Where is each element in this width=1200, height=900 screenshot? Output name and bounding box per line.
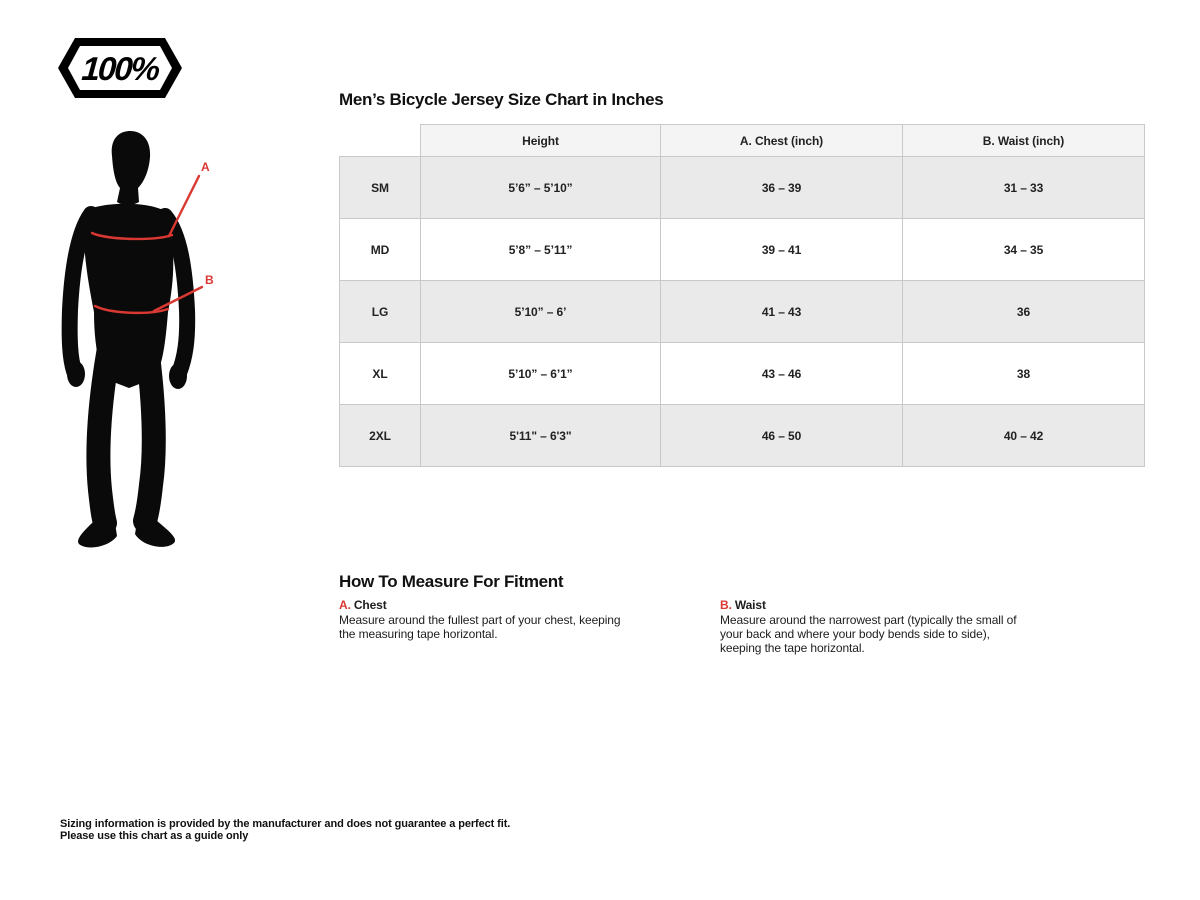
section-title: How To Measure For Fitment — [339, 572, 564, 591]
size-row-md — [340, 219, 1145, 281]
height-cell: 5’6” – 5’10” — [421, 157, 661, 219]
hexagon-badge-icon — [58, 31, 182, 105]
disclaimer-line2: Please use this chart as a guide only — [60, 830, 249, 842]
disclaimer — [60, 818, 510, 842]
column-header-waist: B. Waist (inch) — [903, 125, 1145, 157]
size-chart-table-wrap — [339, 124, 1145, 467]
column-header-chest: A. Chest (inch) — [661, 125, 903, 157]
measure-text-waist: Measure around the narrowest part (typically the small of your back and where your body bends side to side), keeping the tape horizontal. — [720, 613, 1017, 655]
measure-prefix-b: B. — [720, 598, 732, 612]
chest-cell: 41 – 43 — [661, 281, 903, 343]
chest-cell: 46 – 50 — [661, 405, 903, 467]
column-header-height: Height — [421, 125, 661, 157]
waist-cell: 31 – 33 — [903, 157, 1145, 219]
waist-cell: 36 — [903, 281, 1145, 343]
measure-label-chest — [339, 598, 639, 612]
waist-cell: 38 — [903, 343, 1145, 405]
size-row-2xl — [340, 405, 1145, 467]
waist-cell: 34 – 35 — [903, 219, 1145, 281]
size-cell: SM — [340, 157, 421, 219]
measure-label-waist — [720, 598, 1020, 612]
chest-cell: 39 – 41 — [661, 219, 903, 281]
size-cell: 2XL — [340, 405, 421, 467]
measure-guide-chest — [339, 598, 639, 641]
size-chart-table — [339, 124, 1145, 467]
height-cell: 5’10” – 6’1” — [421, 343, 661, 405]
brand-logo — [58, 31, 182, 105]
label-a: A — [201, 160, 210, 174]
measure-text-chest: Measure around the fullest part of your chest, keeping the measuring tape horizontal. — [339, 613, 621, 641]
male-silhouette-icon — [55, 110, 225, 560]
logo-text: 100% — [80, 51, 160, 88]
measure-guide-waist — [720, 598, 1020, 655]
measure-name-chest: Chest — [353, 598, 387, 612]
disclaimer-line1: Sizing information is provided by the manufacturer and does not guarantee a perfect fit. — [60, 818, 511, 830]
corner-cell — [340, 125, 421, 157]
measure-prefix-a: A. — [339, 598, 351, 612]
height-cell: 5’8” – 5’11” — [421, 219, 661, 281]
size-cell: LG — [340, 281, 421, 343]
header-row — [340, 125, 1145, 157]
size-row-lg — [340, 281, 1145, 343]
height-cell: 5'11" – 6'3" — [421, 405, 661, 467]
chest-cell: 43 – 46 — [661, 343, 903, 405]
size-cell: XL — [340, 343, 421, 405]
chest-leader-line — [169, 176, 199, 236]
measure-name-waist: Waist — [734, 598, 766, 612]
size-row-sm — [340, 157, 1145, 219]
size-cell: MD — [340, 219, 421, 281]
waist-cell: 40 – 42 — [903, 405, 1145, 467]
body-measurement-figure — [55, 110, 225, 560]
label-b: B — [205, 273, 214, 287]
size-row-xl — [340, 343, 1145, 405]
page-title: Men’s Bicycle Jersey Size Chart in Inches — [339, 90, 664, 109]
chest-cell: 36 – 39 — [661, 157, 903, 219]
height-cell: 5’10” – 6’ — [421, 281, 661, 343]
